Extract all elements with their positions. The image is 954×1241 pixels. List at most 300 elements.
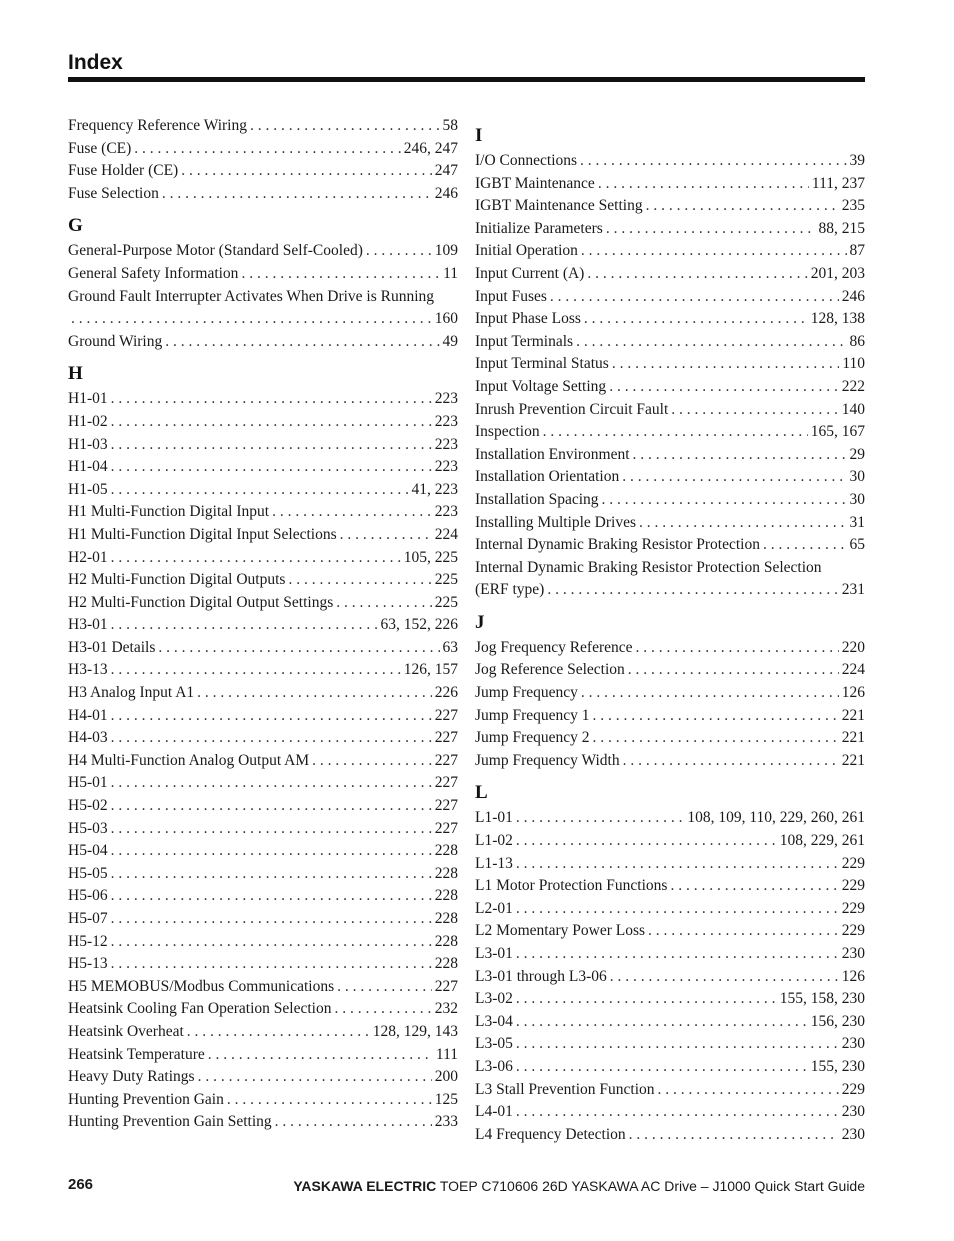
index-entry-pages: 228: [434, 864, 458, 882]
index-entry: [475, 353, 865, 376]
index-entry: [475, 1056, 865, 1079]
index-entry-pages: 223: [434, 412, 458, 430]
index-entry-term: H2-01: [68, 548, 108, 566]
index-entry: [475, 512, 865, 535]
dot-leader: [111, 388, 432, 411]
index-entry-pages: 221: [841, 729, 865, 747]
dot-leader: [516, 988, 777, 1011]
dot-leader: [250, 115, 440, 138]
index-entry: [68, 614, 458, 637]
index-entry: [475, 682, 865, 705]
index-entry-term: L1-13: [475, 854, 513, 872]
dot-leader: [516, 830, 777, 853]
index-entry-pages: 49: [442, 332, 458, 350]
index-entry-pages: 227: [434, 977, 458, 995]
index-entry-term: Input Terminal Status: [475, 355, 609, 373]
index-entry: [68, 795, 458, 818]
dot-leader: [602, 489, 847, 512]
index-entry-term: Heatsink Cooling Fan Operation Selection: [68, 1000, 332, 1018]
dot-leader: [581, 682, 839, 705]
dot-leader: [623, 750, 839, 773]
dot-leader: [111, 795, 432, 818]
section-letter: I: [475, 125, 483, 146]
dot-leader: [576, 331, 846, 354]
dot-leader: [111, 772, 432, 795]
index-entry: [475, 853, 865, 876]
index-entry: [475, 966, 865, 989]
index-entry-pages: 110: [842, 355, 865, 373]
index-entry-term: Installation Environment: [475, 445, 630, 463]
index-entry-term: General-Purpose Motor (Standard Self-Cooled): [68, 242, 363, 260]
index-entry-pages: 221: [841, 706, 865, 724]
index-entry-pages: 201, 203: [810, 264, 865, 282]
index-entry-term: L3 Stall Prevention Function: [475, 1080, 655, 1098]
index-entry-term: H1-01: [68, 390, 108, 408]
dot-leader: [272, 501, 432, 524]
index-entry-pages: 111: [435, 1045, 458, 1063]
index-entry: [475, 173, 865, 196]
index-entry: [475, 943, 865, 966]
index-entry-pages: 227: [434, 774, 458, 792]
index-entry-pages: 86: [849, 332, 865, 350]
index-entry: [475, 399, 865, 422]
index-entry: [475, 534, 865, 557]
index-entry: [475, 421, 865, 444]
index-entry-term: Fuse Holder (CE): [68, 162, 179, 180]
dot-leader: [763, 534, 847, 557]
index-entry-pages: 225: [434, 571, 458, 589]
index-entry: [68, 1111, 458, 1134]
index-entry-pages: 160: [434, 310, 458, 328]
dot-leader: [134, 138, 400, 161]
index-entry-term: Jump Frequency 1: [475, 706, 590, 724]
index-entry-pages: 39: [849, 152, 865, 169]
dot-leader: [671, 399, 838, 422]
index-entry: [475, 1079, 865, 1102]
index-entry-term: Internal Dynamic Braking Resistor Protection: [475, 536, 760, 554]
index-entry: [68, 524, 458, 547]
index-entry-term: Input Voltage Setting: [475, 377, 607, 395]
dot-leader: [187, 1021, 370, 1044]
index-entry-term: H5-04: [68, 842, 108, 860]
dot-leader: [158, 637, 439, 660]
index-entry-term: IGBT Maintenance: [475, 174, 595, 192]
index-entry-term: H4-03: [68, 729, 108, 747]
index-entry-term-line: Internal Dynamic Braking Resistor Protection Selection: [475, 558, 822, 576]
index-entry-pages: 227: [434, 797, 458, 815]
page-header: [68, 50, 865, 76]
dot-leader: [516, 807, 684, 830]
index-entry-term: Input Phase Loss: [475, 310, 581, 328]
index-entry-pages: 246, 247: [403, 139, 458, 157]
index-column-left: [68, 115, 458, 1134]
index-entry-pages: 246: [841, 287, 865, 305]
dot-leader: [593, 705, 839, 728]
index-entry-pages: 227: [434, 751, 458, 769]
index-entry: [68, 592, 458, 615]
index-entry-term: Input Fuses: [475, 287, 547, 305]
index-entry-term: Jump Frequency 2: [475, 729, 590, 747]
dot-leader: [584, 308, 808, 331]
index-entry-pages: 126: [841, 684, 865, 702]
index-entry-pages: 221: [841, 751, 865, 769]
index-entry-pages: 126: [841, 967, 865, 985]
index-entry-term: (ERF type): [475, 581, 545, 599]
index-entry-term: Hunting Prevention Gain Setting: [68, 1113, 272, 1131]
index-entry-pages: 200: [434, 1068, 458, 1086]
dot-leader: [550, 286, 839, 309]
index-entry: [475, 218, 865, 241]
dot-leader: [111, 953, 432, 976]
index-entry-pages: 11: [443, 264, 458, 282]
index-entry: [68, 115, 458, 138]
index-entry-pages: 223: [434, 435, 458, 453]
dot-leader: [111, 456, 432, 479]
index-entry-term: H3-13: [68, 661, 108, 679]
index-entry-term: H4 Multi-Function Analog Output AM: [68, 751, 310, 769]
index-entry: [475, 807, 865, 830]
dot-leader: [543, 421, 808, 444]
dot-leader: [516, 1011, 808, 1034]
index-entry: [68, 388, 458, 411]
dot-leader: [340, 524, 432, 547]
index-entry: [475, 579, 865, 602]
dot-leader: [334, 998, 431, 1021]
index-entry: [475, 263, 865, 286]
index-entry: [475, 1124, 865, 1147]
dot-leader: [111, 434, 432, 457]
index-entry: [68, 308, 458, 331]
index-entry: [475, 286, 865, 309]
page-number: 266: [68, 1176, 94, 1193]
index-entry: [68, 138, 458, 161]
dot-leader: [633, 444, 847, 467]
index-entry-term: H5-01: [68, 774, 108, 792]
index-entry-term: H5 MEMOBUS/Modbus Communications: [68, 977, 335, 995]
index-entry-term: H5-06: [68, 887, 108, 905]
index-entry-term: H1-02: [68, 412, 108, 430]
index-entry-pages: 156, 230: [810, 1012, 865, 1030]
index-entry-term: Inrush Prevention Circuit Fault: [475, 400, 669, 418]
index-entry: [475, 308, 865, 331]
dot-leader: [197, 682, 432, 705]
dot-leader: [312, 750, 432, 773]
index-entry-term: Inspection: [475, 423, 540, 441]
index-entry-term: Heatsink Temperature: [68, 1045, 205, 1063]
dot-leader: [646, 195, 839, 218]
index-entry-term: H1-03: [68, 435, 108, 453]
index-entry: [68, 885, 458, 908]
index-entry-term: IGBT Maintenance Setting: [475, 197, 643, 215]
index-entry: [475, 830, 865, 853]
index-entry-pages: 65: [849, 536, 865, 554]
index-entry: [68, 840, 458, 863]
index-entry-term: Fuse Selection: [68, 184, 159, 202]
index-entry-pages: 230: [841, 945, 865, 962]
index-entry: [475, 466, 865, 489]
index-entry: [68, 953, 458, 976]
dot-leader: [111, 479, 409, 502]
index-entry: [68, 863, 458, 886]
index-entry-pages: 225: [434, 593, 458, 611]
index-entry: [68, 183, 458, 206]
index-entry: [68, 637, 458, 660]
index-entry-term: H5-02: [68, 797, 108, 815]
index-entry-pages: 128, 129, 143: [372, 1022, 458, 1040]
index-entry: [68, 411, 458, 434]
index-entry-pages: 30: [849, 468, 865, 486]
index-entry: [68, 1089, 458, 1112]
index-entry-pages: 31: [849, 513, 865, 531]
index-entry-term: L3-05: [475, 1035, 513, 1053]
section-letter: G: [68, 215, 83, 237]
index-entry: [68, 750, 458, 773]
dot-leader: [516, 943, 839, 966]
index-entry-term: H5-13: [68, 955, 108, 973]
page-footer: [68, 1176, 865, 1198]
index-entry-term: H1 Multi-Function Digital Input: [68, 503, 270, 521]
index-entry-term-line: Ground Fault Interrupter Activates When Drive is Running: [68, 287, 435, 305]
dot-leader: [111, 705, 432, 728]
index-entry: [475, 875, 865, 898]
dot-leader: [612, 353, 840, 376]
index-entry-pages: 227: [434, 706, 458, 724]
index-entry-pages: 108, 109, 110, 229, 260, 261: [687, 809, 865, 827]
index-entry: [68, 1021, 458, 1044]
dot-leader: [547, 579, 838, 602]
index-entry-term: Jog Reference Selection: [475, 661, 625, 679]
index-entry-term: H5-03: [68, 819, 108, 837]
index-entry: [68, 659, 458, 682]
index-entry-pages: 87: [849, 242, 865, 260]
index-entry-pages: 228: [434, 955, 458, 973]
index-entry-pages: 226: [434, 684, 458, 702]
index-entry: [68, 682, 458, 705]
index-entry-term: Fuse (CE): [68, 139, 132, 157]
index-entry-term: General Safety Information: [68, 264, 239, 282]
index-entry: [475, 331, 865, 354]
index-entry: [68, 434, 458, 457]
index-entry-pages: 223: [434, 390, 458, 408]
dot-leader: [587, 263, 807, 286]
index-entry-pages: 228: [434, 910, 458, 927]
index-entry-pages: 228: [434, 842, 458, 860]
dot-leader: [208, 1044, 433, 1067]
dot-leader: [111, 885, 432, 908]
index-entry: [68, 908, 458, 931]
index-entry-term: Input Terminals: [475, 332, 574, 350]
index-entry-term: L1 Motor Protection Functions: [475, 877, 668, 895]
index-entry: [68, 569, 458, 592]
index-entry: [475, 444, 865, 467]
dot-leader: [111, 863, 432, 886]
index-entry-term: L2 Momentary Power Loss: [475, 922, 646, 940]
index-entry: [68, 160, 458, 183]
index-entry-term: H1-04: [68, 458, 108, 476]
index-entry-term: H1 Multi-Function Digital Input Selections: [68, 525, 337, 543]
index-entry-term: H5-05: [68, 864, 108, 882]
index-entry-pages: 155, 158, 230: [779, 990, 865, 1008]
index-entry-term: Installation Orientation: [475, 468, 620, 486]
index-entry: [475, 1011, 865, 1034]
dot-leader: [111, 840, 432, 863]
index-entry: [68, 931, 458, 954]
index-entry-pages: 230: [841, 1103, 865, 1121]
index-entry-pages: 229: [841, 899, 865, 917]
index-entry-pages: 108, 229, 261: [779, 832, 865, 850]
dot-leader: [181, 160, 432, 183]
dot-leader: [111, 614, 378, 637]
dot-leader: [198, 1066, 432, 1089]
dot-leader: [610, 966, 839, 989]
title-rule: [68, 77, 865, 82]
index-entry-pages: 128, 138: [810, 310, 865, 328]
index-entry-term: H3-01 Details: [68, 638, 156, 656]
index-entry-pages: 109: [434, 242, 458, 260]
dot-leader: [111, 659, 401, 682]
dot-leader: [111, 727, 432, 750]
index-entry-term: H2 Multi-Function Digital Output Settings: [68, 593, 334, 611]
index-entry-pages: 125: [434, 1090, 458, 1108]
index-entry-term: H1-05: [68, 480, 108, 498]
dot-leader: [516, 1056, 808, 1079]
index-entry: [68, 456, 458, 479]
dot-leader: [336, 592, 432, 615]
index-entry: [68, 263, 458, 286]
index-entry-term: Jump Frequency: [475, 684, 578, 702]
index-entry-pages: 246: [434, 184, 458, 202]
dot-leader: [598, 173, 809, 196]
index-entry-term: H3-01: [68, 616, 108, 634]
index-column-right: [475, 115, 865, 1146]
index-entry-pages: 88, 215: [818, 219, 865, 237]
index-entry-term: Installing Multiple Drives: [475, 513, 637, 531]
index-entry-term: L1-01: [475, 809, 513, 827]
index-entry-pages: 222: [841, 377, 865, 395]
index-entry-pages: 229: [841, 877, 865, 895]
dot-leader: [111, 908, 432, 931]
dot-leader: [71, 308, 432, 331]
index-entry-pages: 63, 152, 226: [380, 616, 458, 634]
index-entry: [475, 195, 865, 218]
footer-doc-title: TOEP C710606 26D YASKAWA AC Drive – J1000 Quick Start Guide: [439, 1178, 865, 1194]
index-entry: [475, 489, 865, 512]
index-entry-pages: 229: [841, 854, 865, 872]
index-entry-term: L4 Frequency Detection: [475, 1125, 626, 1143]
index-entry: [68, 818, 458, 841]
index-entry-term: Input Current (A): [475, 264, 585, 282]
dot-leader: [580, 150, 846, 173]
index-entry-term: Initial Operation: [475, 242, 578, 260]
index-entry-pages: 58: [442, 117, 458, 134]
index-entry-pages: 220: [841, 638, 865, 656]
index-entry-term: L3-04: [475, 1012, 513, 1030]
index-entry: [475, 988, 865, 1011]
index-entry-pages: 227: [434, 819, 458, 837]
index-entry-pages: 29: [849, 445, 865, 463]
index-entry: [475, 1033, 865, 1056]
dot-leader: [516, 1101, 839, 1124]
dot-leader: [622, 466, 846, 489]
index-entry: [68, 331, 458, 354]
dot-leader: [609, 376, 839, 399]
index-entry: [475, 1101, 865, 1124]
index-entry-pages: 224: [841, 661, 865, 679]
index-entry: [475, 659, 865, 682]
index-entry-term: L3-01: [475, 945, 513, 962]
index-entry: [475, 637, 865, 660]
dot-leader: [629, 1124, 839, 1147]
dot-leader: [111, 411, 432, 434]
index-entry-pages: 63: [442, 638, 458, 656]
index-entry: [68, 705, 458, 728]
index-entry-term: L3-06: [475, 1057, 513, 1075]
dot-leader: [227, 1089, 432, 1112]
footer-brand: YASKAWA ELECTRIC: [293, 1178, 437, 1194]
index-entry: [68, 998, 458, 1021]
dot-leader: [658, 1079, 839, 1102]
index-entry-pages: 230: [841, 1125, 865, 1143]
dot-leader: [337, 976, 432, 999]
index-entry-term: L1-02: [475, 832, 513, 850]
index-entry-pages: 235: [841, 197, 865, 215]
index-entry: [68, 1044, 458, 1067]
index-entry-pages: 247: [434, 162, 458, 180]
index-entry-term: H2 Multi-Function Digital Outputs: [68, 571, 286, 589]
index-entry-pages: 223: [434, 458, 458, 476]
index-entry: [475, 898, 865, 921]
index-entry: [68, 479, 458, 502]
index-entry-pages: 111, 237: [811, 174, 865, 192]
dot-leader: [241, 263, 440, 286]
index-entry-term: Frequency Reference Wiring: [68, 117, 247, 134]
dot-leader: [639, 512, 846, 535]
index-entry-term: L3-01 through L3-06: [475, 967, 607, 985]
index-entry-term: H3 Analog Input A1: [68, 684, 195, 702]
index-entry-term: Heavy Duty Ratings: [68, 1068, 195, 1086]
index-entry: [475, 750, 865, 773]
index-entry: [68, 547, 458, 570]
section-letter: L: [475, 782, 488, 804]
index-entry: [475, 376, 865, 399]
index-entry: [68, 1066, 458, 1089]
index-entry-pages: 229: [841, 1080, 865, 1098]
index-entry: [68, 727, 458, 750]
dot-leader: [165, 331, 439, 354]
dot-leader: [516, 1033, 839, 1056]
index-entry-term: H5-12: [68, 932, 108, 950]
index-entry: [68, 240, 458, 263]
index-entry-pages: 233: [434, 1113, 458, 1131]
index-entry-pages: 30: [849, 490, 865, 508]
index-entry-pages: 232: [434, 1000, 458, 1018]
index-entry: [475, 705, 865, 728]
dot-leader: [516, 898, 839, 921]
section-letter: H: [68, 363, 83, 385]
index-entry-term: L3-02: [475, 990, 513, 1008]
dot-leader: [628, 659, 839, 682]
index-entry-term: Ground Wiring: [68, 332, 163, 350]
dot-leader: [288, 569, 431, 592]
index-entry-term: Hunting Prevention Gain: [68, 1090, 224, 1108]
index-entry: [68, 501, 458, 524]
section-letter: J: [475, 611, 485, 633]
index-entry: [68, 976, 458, 999]
dot-leader: [581, 240, 847, 263]
index-entry-term: H4-01: [68, 706, 108, 724]
index-entry: [475, 727, 865, 750]
dot-leader: [636, 637, 839, 660]
